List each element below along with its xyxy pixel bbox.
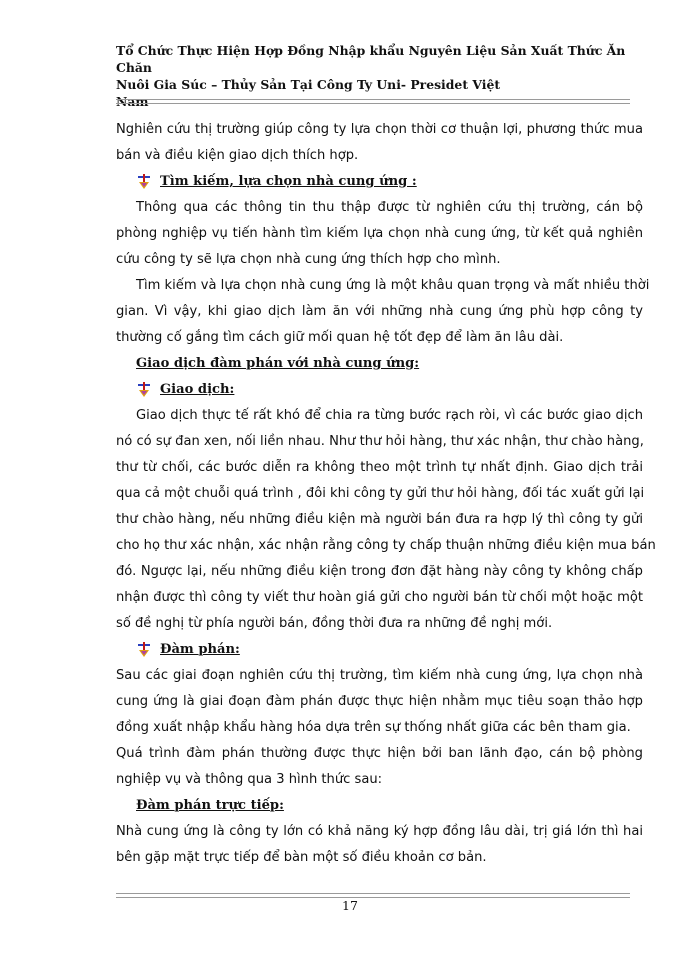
header-line: Nam <box>116 94 149 109</box>
section-heading <box>116 637 643 663</box>
arrow-bullet-icon <box>136 642 152 658</box>
heading-text: Giao dịch đàm phán với nhà cung ứng: <box>136 356 420 371</box>
text-line: số đề nghị từ phía người bán, đồng thời đưa ra những đề nghị mới. <box>116 616 553 631</box>
text-line: nghiệp vụ và thông qua 3 hình thức sau: <box>116 772 383 787</box>
text-line: gian. Vì vậy, khi giao dịch làm ăn với những nhà cung ứng phù hợp công ty <box>116 304 643 319</box>
text-line: nó có sự đan xen, nối liền nhau. Như thư hỏi hàng, thư xác nhận, thư chào hàng, <box>116 434 644 449</box>
heading-text: Giao dịch: <box>160 382 235 397</box>
header-divider <box>116 99 630 104</box>
text-line: phòng nghiệp vụ tiến hành tìm kiếm lựa chọn nhà cung ứng, từ kết quả nghiên <box>116 226 643 241</box>
header-line: Tổ Chức Thực Hiện Hợp Đồng Nhập khẩu Nguyên Liệu Sản Xuất Thức Ăn Chăn <box>116 43 626 75</box>
text-line: cung ứng là giai đoạn đàm phán được thực hiện nhằm mục tiêu soạn thảo hợp <box>116 694 643 709</box>
arrow-bullet-icon <box>136 174 152 190</box>
text-line: Giao dịch thực tế rất khó để chia ra từng bước rạch ròi, vì các bước giao dịch <box>136 408 643 423</box>
text-line: thư chào hàng, nếu những điều kiện mà người bán đưa ra hợp lý thì công ty gửi <box>116 512 643 527</box>
heading-text: Đàm phán: <box>160 642 240 657</box>
heading-text: Tìm kiếm, lựa chọn nhà cung ứng : <box>160 174 417 189</box>
page-body <box>116 117 656 871</box>
section-heading <box>116 793 643 819</box>
text-line: thường cố gắng tìm cách giữ mối quan hệ tốt đẹp để làm ăn lâu dài. <box>116 330 564 345</box>
heading-text: Đàm phán trực tiếp: <box>136 798 284 813</box>
text-line: cho họ thư xác nhận, xác nhận rằng công ty chấp thuận những điều kiện mua bán <box>116 538 656 553</box>
text-line: Nhà cung ứng là công ty lớn có khả năng ký hợp đồng lâu dài, trị giá lớn thì hai <box>116 824 643 839</box>
arrow-bullet-icon <box>136 382 152 398</box>
header-line: Nuôi Gia Súc – Thủy Sản Tại Công Ty Uni- Presidet Việt <box>116 77 501 92</box>
text-line: bên gặp mặt trực tiếp để bàn một số điều khoản cơ bản. <box>116 850 487 865</box>
text-line: nhận được thì công ty viết thư hoàn giá gửi cho người bán từ chối một hoặc một <box>116 590 643 605</box>
page-number: 17 <box>342 898 358 913</box>
text-line: cứu công ty sẽ lựa chọn nhà cung ứng thích hợp cho mình. <box>116 252 501 267</box>
section-heading <box>116 351 643 377</box>
text-line: đó. Ngược lại, nếu những điều kiện trong đơn đặt hàng này công ty không chấp <box>116 564 643 579</box>
text-line: Quá trình đàm phán thường được thực hiện bởi ban lãnh đạo, cán bộ phòng <box>116 746 643 761</box>
section-heading <box>116 377 643 403</box>
text-line: Sau các giai đoạn nghiên cứu thị trường, tìm kiếm nhà cung ứng, lựa chọn nhà <box>116 668 643 683</box>
text-line: thư từ chối, các bước diễn ra không theo một trình tự nhất định. Giao dịch trải <box>116 460 643 475</box>
text-line: qua cả một chuỗi quá trình , đôi khi công ty gửi thư hỏi hàng, đối tác xuất gửi lại <box>116 486 645 501</box>
text-line: bán và điều kiện giao dịch thích hợp. <box>116 148 359 163</box>
text-line: đồng xuất nhập khẩu hàng hóa dựa trên sự thống nhất giữa các bên tham gia. <box>116 720 631 735</box>
section-heading <box>116 169 643 195</box>
text-line: Tìm kiếm và lựa chọn nhà cung ứng là một khâu quan trọng và mất nhiều thời <box>136 278 650 293</box>
text-line: Nghiên cứu thị trường giúp công ty lựa chọn thời cơ thuận lợi, phương thức mua <box>116 122 643 137</box>
text-line: Thông qua các thông tin thu thập được từ nghiên cứu thị trường, cán bộ <box>136 200 643 215</box>
